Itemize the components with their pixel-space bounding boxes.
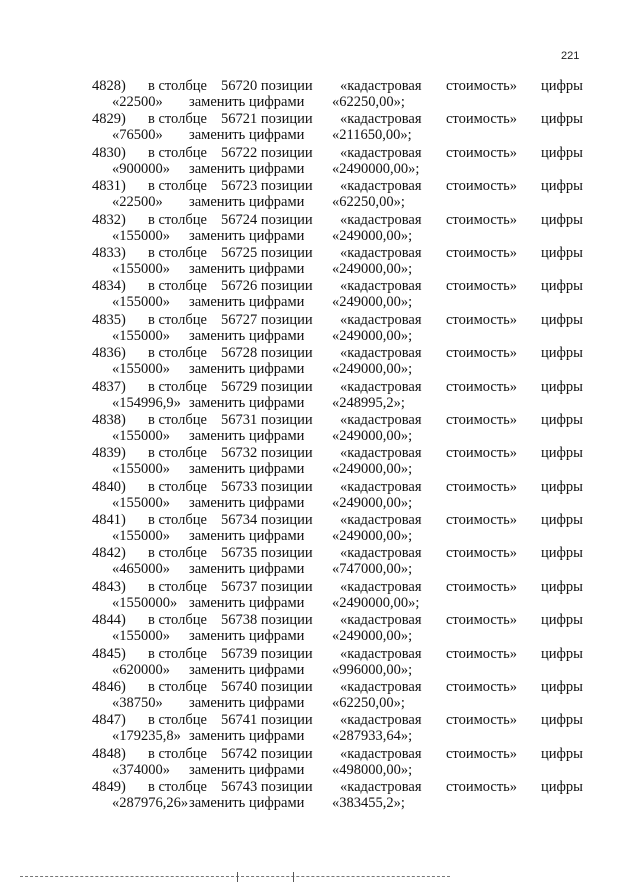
- new-value: «62250,00»;: [332, 695, 405, 712]
- position-label: 56726 позиции: [221, 278, 313, 295]
- new-value: «2490000,00»;: [332, 594, 420, 611]
- old-value: «155000»: [112, 628, 170, 645]
- column-label: в столбце: [148, 211, 207, 228]
- footer-divider: [20, 876, 450, 877]
- column-label: в столбце: [148, 578, 207, 595]
- old-value: «620000»: [112, 661, 170, 678]
- replace-instruction: заменить цифрами: [189, 494, 305, 511]
- replace-instruction: заменить цифрами: [189, 661, 305, 678]
- column-label: в столбце: [148, 378, 207, 395]
- field-name-part1: «кадастровая: [340, 111, 422, 128]
- entry-number: 4838): [92, 411, 126, 428]
- entry-number: 4846): [92, 679, 126, 696]
- column-label: в столбце: [148, 244, 207, 261]
- field-name-part2: стоимость»: [446, 478, 518, 495]
- amendment-entry: [0, 345, 640, 378]
- old-value: «155000»: [112, 260, 170, 277]
- old-value: «287976,26»: [112, 795, 189, 812]
- digits-word: цифры: [541, 745, 583, 762]
- position-label: 56734 позиции: [221, 512, 313, 529]
- entry-number: 4835): [92, 311, 126, 328]
- digits-word: цифры: [541, 512, 583, 529]
- field-name-part1: «кадастровая: [340, 311, 422, 328]
- column-label: в столбце: [148, 111, 207, 128]
- field-name-part1: «кадастровая: [340, 478, 422, 495]
- amendment-entry: [0, 178, 640, 211]
- position-label: 56728 позиции: [221, 345, 313, 362]
- column-label: в столбце: [148, 545, 207, 562]
- digits-word: цифры: [541, 244, 583, 261]
- replace-instruction: заменить цифрами: [189, 561, 305, 578]
- position-label: 56731 позиции: [221, 411, 313, 428]
- new-value: «498000,00»;: [332, 761, 413, 778]
- field-name-part2: стоимость»: [446, 745, 518, 762]
- field-name-part2: стоимость»: [446, 311, 518, 328]
- column-label: в столбце: [148, 679, 207, 696]
- new-value: «747000,00»;: [332, 561, 413, 578]
- old-value: «155000»: [112, 294, 170, 311]
- old-value: «374000»: [112, 761, 170, 778]
- field-name-part1: «кадастровая: [340, 612, 422, 629]
- old-value: «465000»: [112, 561, 170, 578]
- amendment-entry: [0, 78, 640, 111]
- position-label: 56740 позиции: [221, 679, 313, 696]
- column-label: в столбце: [148, 512, 207, 529]
- old-value: «155000»: [112, 528, 170, 545]
- entry-number: 4840): [92, 478, 126, 495]
- new-value: «249000,00»;: [332, 628, 413, 645]
- replace-instruction: заменить цифрами: [189, 227, 305, 244]
- field-name-part1: «кадастровая: [340, 745, 422, 762]
- digits-word: цифры: [541, 211, 583, 228]
- replace-instruction: заменить цифрами: [189, 628, 305, 645]
- entry-number: 4828): [92, 78, 126, 94]
- digits-word: цифры: [541, 278, 583, 295]
- new-value: «249000,00»;: [332, 461, 413, 478]
- field-name-part2: стоимость»: [446, 779, 518, 796]
- field-name-part1: «кадастровая: [340, 712, 422, 729]
- new-value: «62250,00»;: [332, 94, 405, 110]
- new-value: «62250,00»;: [332, 194, 405, 211]
- amendment-entry: [0, 245, 640, 278]
- replace-instruction: заменить цифрами: [189, 127, 305, 144]
- entry-number: 4830): [92, 144, 126, 161]
- digits-word: цифры: [541, 545, 583, 562]
- digits-word: цифры: [541, 78, 583, 94]
- field-name-part2: стоимость»: [446, 244, 518, 261]
- column-label: в столбце: [148, 712, 207, 729]
- old-value: «155000»: [112, 361, 170, 378]
- field-name-part1: «кадастровая: [340, 211, 422, 228]
- new-value: «383455,2»;: [332, 795, 405, 812]
- position-label: 56732 позиции: [221, 445, 313, 462]
- old-value: «1550000»: [112, 594, 178, 611]
- field-name-part2: стоимость»: [446, 679, 518, 696]
- digits-word: цифры: [541, 411, 583, 428]
- column-label: в столбце: [148, 144, 207, 161]
- position-label: 56737 позиции: [221, 578, 313, 595]
- field-name-part1: «кадастровая: [340, 278, 422, 295]
- digits-word: цифры: [541, 445, 583, 462]
- amendment-entry: [0, 746, 640, 779]
- field-name-part2: стоимость»: [446, 712, 518, 729]
- column-label: в столбце: [148, 478, 207, 495]
- field-name-part2: стоимость»: [446, 411, 518, 428]
- entry-number: 4847): [92, 712, 126, 729]
- amendment-entry: [0, 412, 640, 445]
- position-label: 56727 позиции: [221, 311, 313, 328]
- replace-instruction: заменить цифрами: [189, 260, 305, 277]
- column-label: в столбце: [148, 645, 207, 662]
- replace-instruction: заменить цифрами: [189, 594, 305, 611]
- position-label: 56722 позиции: [221, 144, 313, 161]
- digits-word: цифры: [541, 378, 583, 395]
- digits-word: цифры: [541, 111, 583, 128]
- new-value: «287933,64»;: [332, 728, 413, 745]
- column-label: в столбце: [148, 178, 207, 195]
- field-name-part1: «кадастровая: [340, 445, 422, 462]
- replace-instruction: заменить цифрами: [189, 194, 305, 211]
- new-value: «996000,00»;: [332, 661, 413, 678]
- new-value: «249000,00»;: [332, 260, 413, 277]
- old-value: «155000»: [112, 327, 170, 344]
- field-name-part2: стоимость»: [446, 211, 518, 228]
- digits-word: цифры: [541, 345, 583, 362]
- field-name-part1: «кадастровая: [340, 545, 422, 562]
- field-name-part1: «кадастровая: [340, 144, 422, 161]
- column-label: в столбце: [148, 78, 207, 94]
- field-name-part1: «кадастровая: [340, 679, 422, 696]
- position-label: 56741 позиции: [221, 712, 313, 729]
- new-value: «249000,00»;: [332, 361, 413, 378]
- old-value: «22500»: [112, 194, 163, 211]
- new-value: «249000,00»;: [332, 427, 413, 444]
- old-value: «155000»: [112, 427, 170, 444]
- field-name-part1: «кадастровая: [340, 178, 422, 195]
- entry-number: 4829): [92, 111, 126, 128]
- field-name-part2: стоимость»: [446, 645, 518, 662]
- amendment-entry: [0, 479, 640, 512]
- field-name-part1: «кадастровая: [340, 578, 422, 595]
- position-label: 56723 позиции: [221, 178, 313, 195]
- digits-word: цифры: [541, 645, 583, 662]
- entry-number: 4832): [92, 211, 126, 228]
- new-value: «2490000,00»;: [332, 160, 420, 177]
- digits-word: цифры: [541, 712, 583, 729]
- amendment-list: [0, 78, 640, 813]
- field-name-part2: стоимость»: [446, 378, 518, 395]
- replace-instruction: заменить цифрами: [189, 795, 305, 812]
- column-label: в столбце: [148, 745, 207, 762]
- entry-number: 4843): [92, 578, 126, 595]
- digits-word: цифры: [541, 178, 583, 195]
- position-label: 56729 позиции: [221, 378, 313, 395]
- digits-word: цифры: [541, 478, 583, 495]
- amendment-entry: [0, 212, 640, 245]
- replace-instruction: заменить цифрами: [189, 327, 305, 344]
- amendment-entry: [0, 278, 640, 311]
- column-label: в столбце: [148, 278, 207, 295]
- entry-number: 4842): [92, 545, 126, 562]
- digits-word: цифры: [541, 779, 583, 796]
- replace-instruction: заменить цифрами: [189, 361, 305, 378]
- position-label: 56735 позиции: [221, 545, 313, 562]
- column-label: в столбце: [148, 311, 207, 328]
- position-label: 56733 позиции: [221, 478, 313, 495]
- old-value: «155000»: [112, 494, 170, 511]
- entry-number: 4844): [92, 612, 126, 629]
- field-name-part2: стоимость»: [446, 545, 518, 562]
- field-name-part1: «кадастровая: [340, 378, 422, 395]
- position-label: 56738 позиции: [221, 612, 313, 629]
- footer-tick-left: [237, 872, 238, 882]
- old-value: «155000»: [112, 461, 170, 478]
- entry-number: 4848): [92, 745, 126, 762]
- new-value: «249000,00»;: [332, 227, 413, 244]
- amendment-entry: [0, 579, 640, 612]
- entry-number: 4837): [92, 378, 126, 395]
- replace-instruction: заменить цифрами: [189, 160, 305, 177]
- amendment-entry: [0, 545, 640, 578]
- column-label: в столбце: [148, 612, 207, 629]
- column-label: в столбце: [148, 445, 207, 462]
- field-name-part1: «кадастровая: [340, 345, 422, 362]
- amendment-entry: [0, 512, 640, 545]
- field-name-part2: стоимость»: [446, 612, 518, 629]
- amendment-entry: [0, 379, 640, 412]
- position-label: 56742 позиции: [221, 745, 313, 762]
- amendment-entry: [0, 312, 640, 345]
- old-value: «22500»: [112, 94, 163, 110]
- old-value: «155000»: [112, 227, 170, 244]
- amendment-entry: [0, 679, 640, 712]
- old-value: «76500»: [112, 127, 163, 144]
- replace-instruction: заменить цифрами: [189, 728, 305, 745]
- new-value: «248995,2»;: [332, 394, 405, 411]
- replace-instruction: заменить цифрами: [189, 427, 305, 444]
- amendment-entry: [0, 445, 640, 478]
- amendment-entry: [0, 712, 640, 745]
- field-name-part2: стоимость»: [446, 578, 518, 595]
- footer-tick-right: [293, 872, 294, 882]
- replace-instruction: заменить цифрами: [189, 461, 305, 478]
- column-label: в столбце: [148, 779, 207, 796]
- field-name-part2: стоимость»: [446, 178, 518, 195]
- column-label: в столбце: [148, 345, 207, 362]
- amendment-entry: [0, 111, 640, 144]
- entry-number: 4836): [92, 345, 126, 362]
- position-label: 56720 позиции: [221, 78, 313, 94]
- new-value: «249000,00»;: [332, 327, 413, 344]
- field-name-part1: «кадастровая: [340, 645, 422, 662]
- field-name-part2: стоимость»: [446, 78, 518, 94]
- position-label: 56724 позиции: [221, 211, 313, 228]
- replace-instruction: заменить цифрами: [189, 94, 305, 110]
- field-name-part2: стоимость»: [446, 445, 518, 462]
- entry-number: 4845): [92, 645, 126, 662]
- field-name-part1: «кадастровая: [340, 244, 422, 261]
- field-name-part1: «кадастровая: [340, 779, 422, 796]
- digits-word: цифры: [541, 578, 583, 595]
- replace-instruction: заменить цифрами: [189, 294, 305, 311]
- digits-word: цифры: [541, 311, 583, 328]
- amendment-entry: [0, 612, 640, 645]
- new-value: «211650,00»;: [332, 127, 412, 144]
- new-value: «249000,00»;: [332, 494, 413, 511]
- entry-number: 4833): [92, 244, 126, 261]
- entry-number: 4849): [92, 779, 126, 796]
- field-name-part2: стоимость»: [446, 512, 518, 529]
- entry-number: 4841): [92, 512, 126, 529]
- digits-word: цифры: [541, 679, 583, 696]
- field-name-part1: «кадастровая: [340, 78, 422, 94]
- amendment-entry: [0, 145, 640, 178]
- new-value: «249000,00»;: [332, 294, 413, 311]
- position-label: 56743 позиции: [221, 779, 313, 796]
- field-name-part2: стоимость»: [446, 345, 518, 362]
- old-value: «38750»: [112, 695, 163, 712]
- new-value: «249000,00»;: [332, 528, 413, 545]
- old-value: «179235,8»: [112, 728, 181, 745]
- amendment-entry: [0, 779, 640, 812]
- position-label: 56739 позиции: [221, 645, 313, 662]
- replace-instruction: заменить цифрами: [189, 394, 305, 411]
- entry-number: 4834): [92, 278, 126, 295]
- digits-word: цифры: [541, 612, 583, 629]
- entry-number: 4839): [92, 445, 126, 462]
- amendment-entry: [0, 646, 640, 679]
- replace-instruction: заменить цифрами: [189, 695, 305, 712]
- field-name-part1: «кадастровая: [340, 512, 422, 529]
- old-value: «900000»: [112, 160, 170, 177]
- replace-instruction: заменить цифрами: [189, 761, 305, 778]
- field-name-part2: стоимость»: [446, 144, 518, 161]
- old-value: «154996,9»: [112, 394, 181, 411]
- field-name-part1: «кадастровая: [340, 411, 422, 428]
- field-name-part2: стоимость»: [446, 111, 518, 128]
- field-name-part2: стоимость»: [446, 278, 518, 295]
- replace-instruction: заменить цифрами: [189, 528, 305, 545]
- position-label: 56725 позиции: [221, 244, 313, 261]
- position-label: 56721 позиции: [221, 111, 313, 128]
- page-number: 221: [561, 50, 580, 62]
- column-label: в столбце: [148, 411, 207, 428]
- digits-word: цифры: [541, 144, 583, 161]
- entry-number: 4831): [92, 178, 126, 195]
